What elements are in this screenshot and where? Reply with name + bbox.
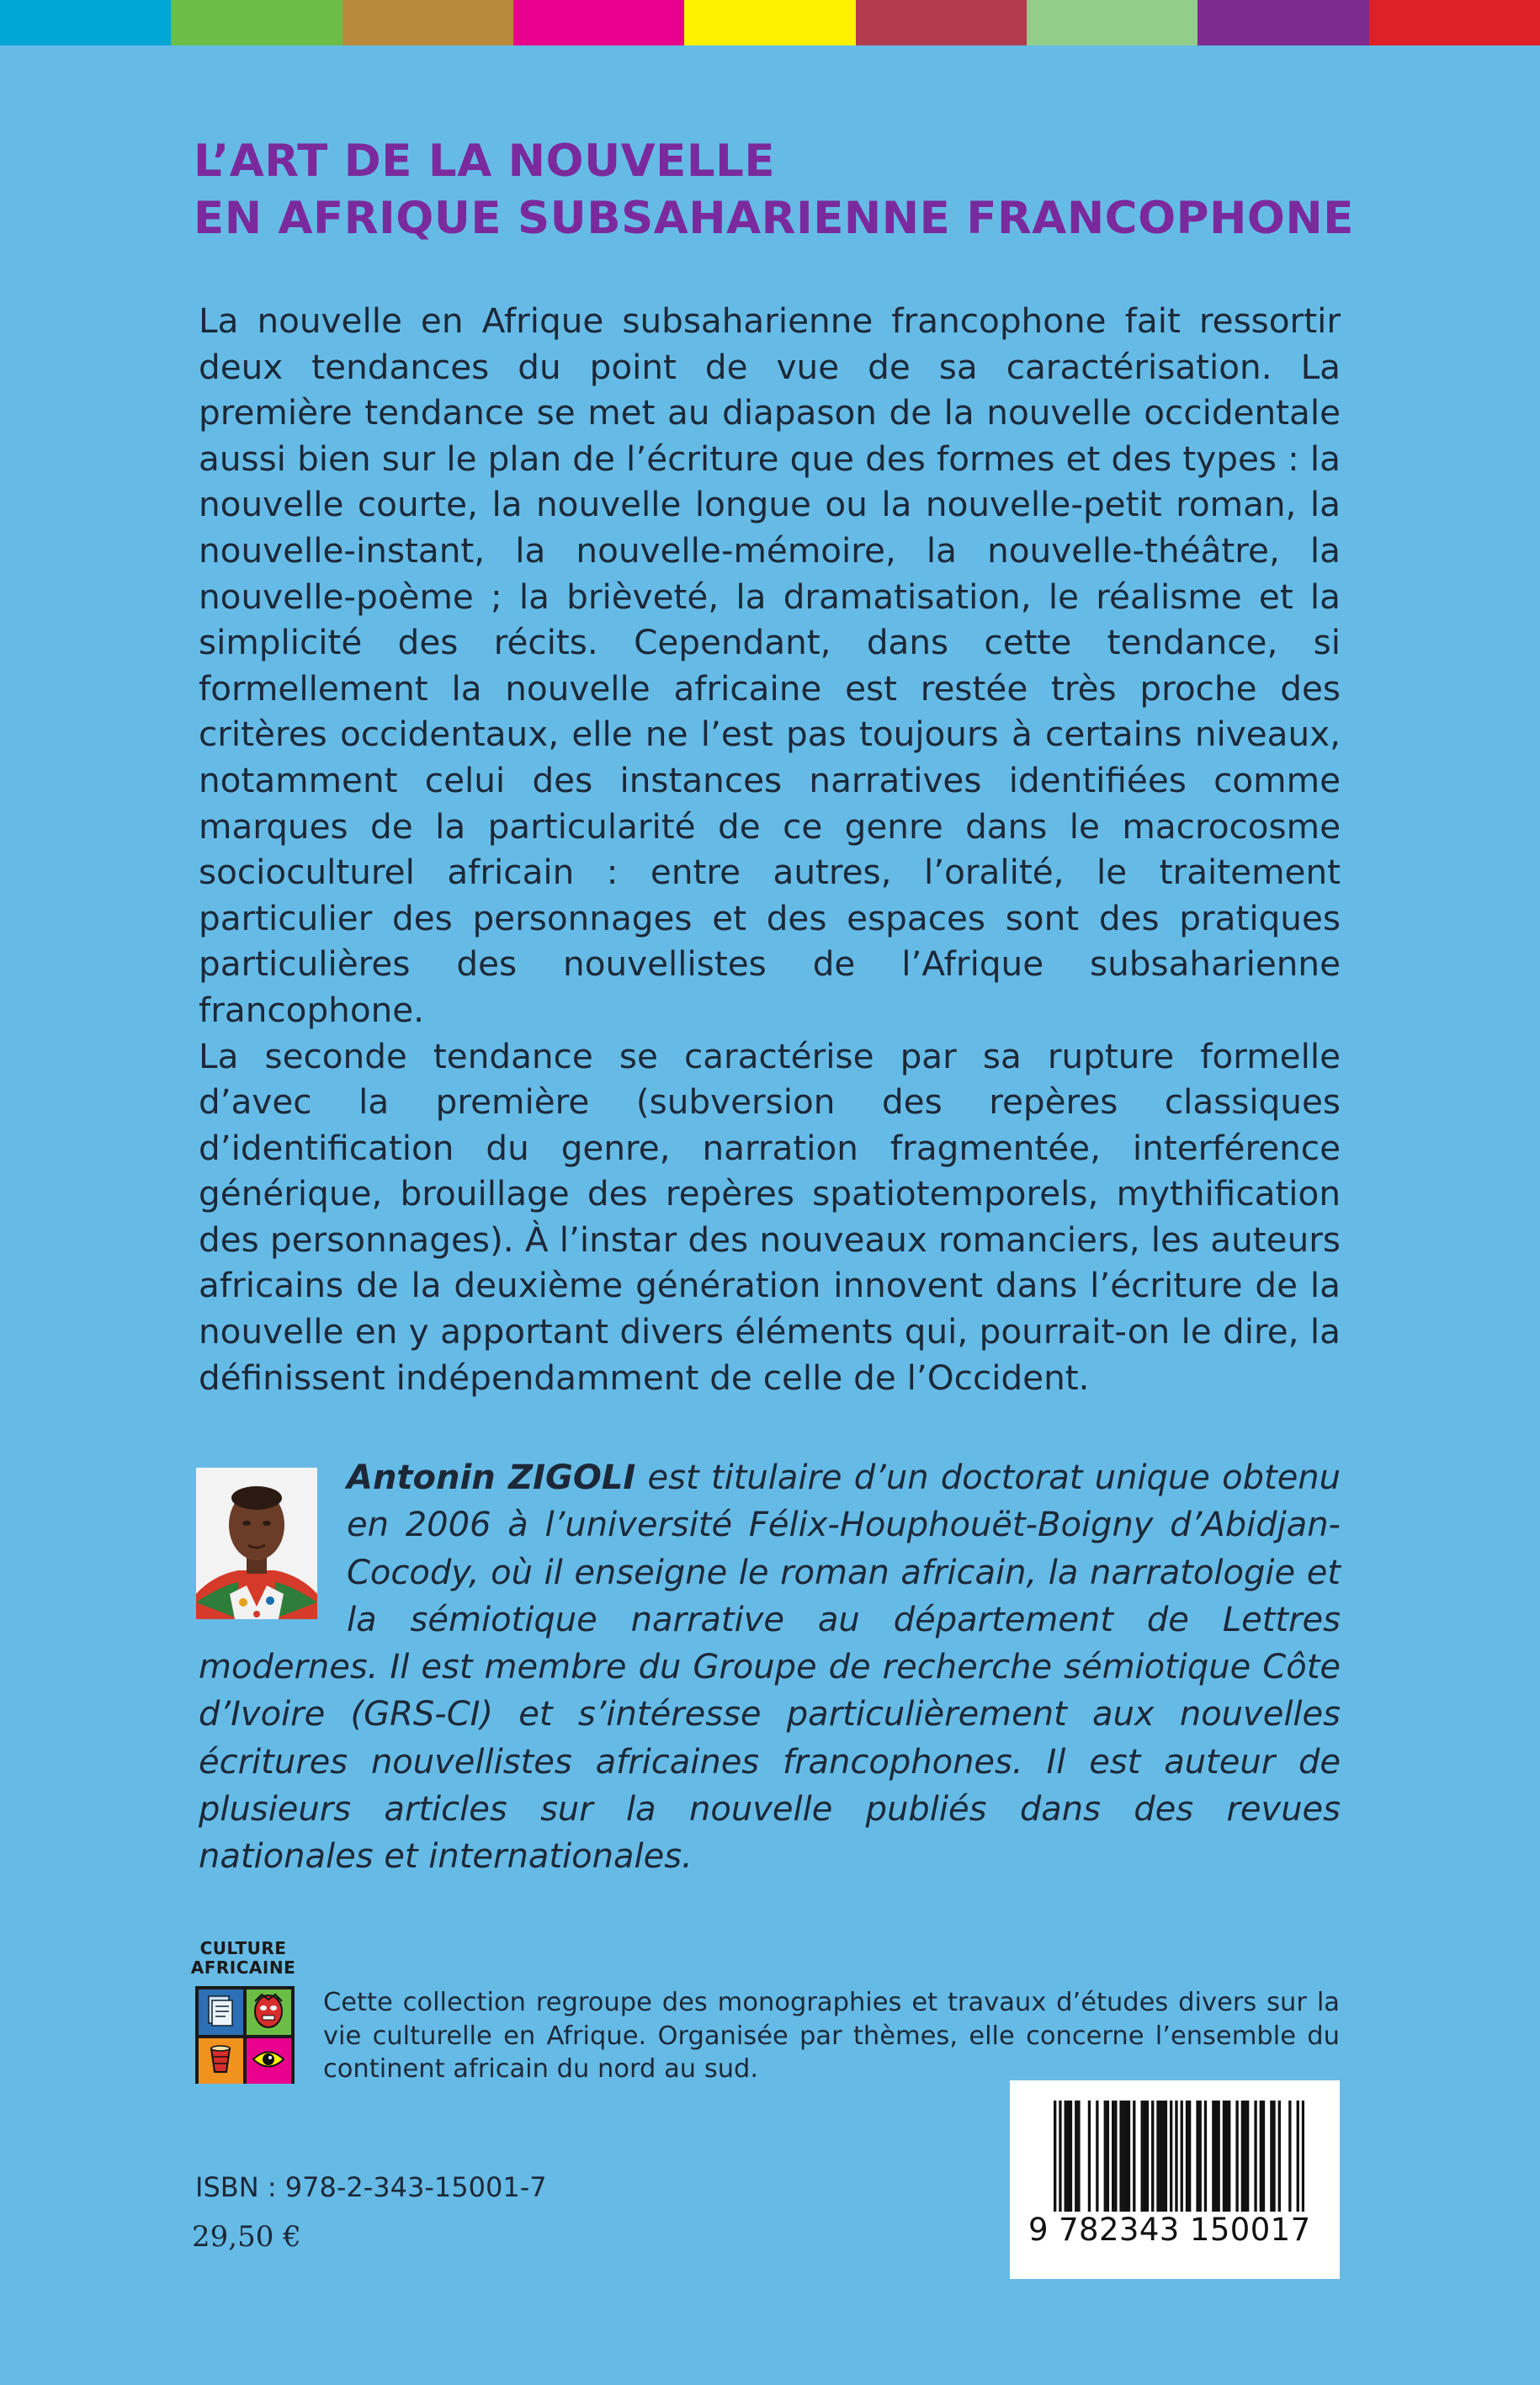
mask-icon — [247, 1989, 291, 2035]
color-stripe-7 — [1027, 0, 1197, 45]
book-title-line-2: EN AFRIQUE SUBSAHARIENNE FRANCOPHONE — [194, 193, 1354, 244]
color-stripe-2 — [171, 0, 342, 45]
color-stripe-4 — [513, 0, 684, 45]
barcode — [1010, 2080, 1340, 2279]
author-bio-text: est titulaire d’un doctorat unique obtenu en 2006 à l’université Félix-Houphouët-Boigny d’Abidjan-Cocody, où il enseigne le roman africain, la narratologie et la sémiotique narrative au département de Lettres modernes. Il est membre du Groupe de recherche sémiotique Côte d’Ivoire (GRS-CI) et s’intéresse particulièrement aux nouvelles écritures nouvellistes africaines francophones. Il est auteur de plusieurs articles sur la nouvelle publiés dans des revues nationales et internationales. — [199, 1458, 1341, 1877]
book-summary — [199, 298, 1341, 1400]
author-biography — [199, 1454, 1341, 1881]
collection-logo-label — [190, 1939, 296, 1978]
isbn: ISBN : 978-2-343-15001-7 — [195, 2171, 547, 2203]
collection-logo-line-2: AFRICAINE — [190, 1957, 296, 1978]
color-stripe-8 — [1197, 0, 1368, 45]
barcode-bars-icon — [1054, 2101, 1304, 2212]
summary-paragraph-1: La nouvelle en Afrique subsaharienne francophone fait ressortir deux tendances du point de vue de sa caractérisation. La première tendance se met au diapason de la nouvelle occidentale aussi bien sur le plan de l’écriture que des formes et des types : la nouvelle courte, la nouvelle longue ou la nouvelle-petit roman, la nouvelle-instant, la nouvelle-mémoire, la nouvelle-théâtre, la nouvelle-poème ; la brièveté, la dramatisation, le réalisme et la simplicité des récits. Cependant, dans cette tendance, si formellement la nouvelle africaine est restée très proche des critères occidentaux, elle ne l’est pas toujours à certains niveaux, notamment celui des instances narratives identifiées comme marques de la particularité de ce genre dans le macrocosme socioculturel africain : entre autres, l’oralité, le traitement particulier des personnages et des espaces sont des pratiques particulières des nouvellistes de l’Afrique subsaharienne francophone. — [199, 300, 1341, 1030]
summary-paragraph-2: La seconde tendance se caractérise par sa rupture formelle d’avec la première (subversion des repères classiques d’identification du genre, narration fragmentée, interférence générique, brouillage des repères spatiotemporels, mythification des personnages). À l’instar des nouveaux romanciers, les auteurs africains de la deuxième génération innovent dans l’écriture de la nouvelle en y apportant divers éléments qui, pourrait-on le dire, la définissent indépendamment de celle de l’Occident. — [199, 1035, 1341, 1398]
barcode-digits: 9 782343 150017 — [1028, 2212, 1311, 2248]
color-stripe-6 — [856, 0, 1027, 45]
color-stripe-3 — [343, 0, 513, 45]
color-stripe-bar — [0, 0, 1540, 45]
color-stripe-9 — [1369, 0, 1540, 45]
collection-logo — [195, 1986, 295, 2084]
price: 29,50 € — [192, 2220, 301, 2254]
collection-logo-line-1: CULTURE — [199, 1938, 287, 1958]
eye-icon — [247, 2038, 291, 2084]
collection-description: Cette collection regroupe des monographies et travaux d’études divers sur la vie culturelle en Afrique. Organisée par thèmes, elle concerne l’ensemble du continent africain du nord au sud. — [323, 1988, 1340, 2084]
drum-icon — [199, 2038, 243, 2084]
book-title — [194, 133, 1372, 247]
author-name: Antonin ZIGOLI — [347, 1458, 636, 1497]
color-stripe-5 — [684, 0, 855, 45]
document-icon — [199, 1989, 243, 2035]
book-title-line-1: L’ART DE LA NOUVELLE — [194, 135, 776, 187]
color-stripe-1 — [0, 0, 171, 45]
